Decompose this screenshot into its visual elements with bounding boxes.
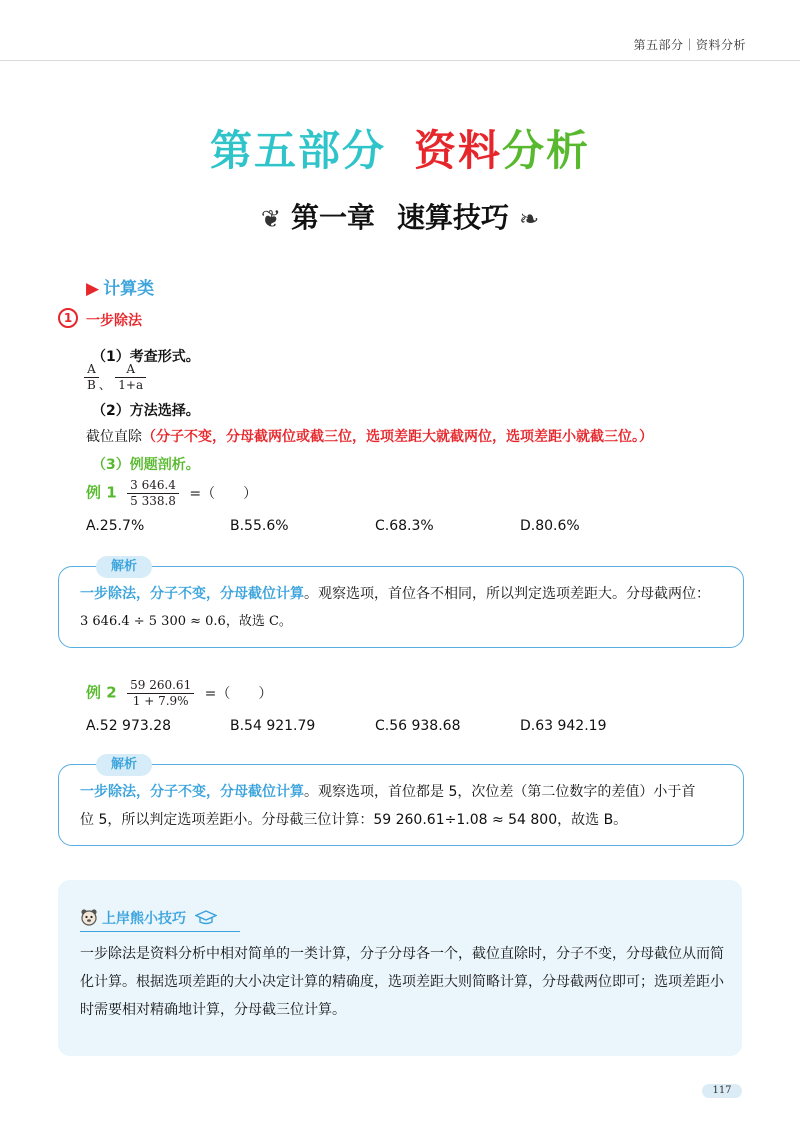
example-2-equals: =（ ） [204,685,273,702]
chapter-name: 速算技巧 [397,201,510,234]
fraction-numerator: 59 260.61 [127,678,194,694]
example-1-analysis-text [80,580,730,636]
example-2-option-c: C.56 938.68 [375,718,461,734]
example-2-analysis-tab: 解析 [96,754,152,776]
analysis-body: 。观察选项，首位各不相同，所以判定选项差距大。分母截两位： [304,586,710,602]
analysis-highlight: 一步除法，分子不变，分母截位计算 [80,784,304,800]
triangle-marker-icon: ▶ [86,279,100,299]
fraction-denominator: 1+a [118,378,144,392]
ornament-left-icon: ❦ [260,205,281,233]
separator: 、 [98,378,111,392]
part-title-word1: 资料 [413,126,502,175]
tip-title-underline [80,931,240,932]
example-2-option-b: B.54 921.79 [230,718,316,734]
analysis-highlight: 一步除法，分子不变，分母截位计算 [80,586,304,602]
example-1-option-c: C.68.3% [375,518,434,534]
fraction-numerator: 3 646.4 [127,478,179,494]
method-name: 截位直除 [86,429,142,445]
example-2-fraction [127,678,194,709]
example-1-option-b: B.55.6% [230,518,289,534]
fraction-numerator: A [115,362,146,378]
example-2-analysis-text [80,778,730,834]
example-2-option-a: A.52 973.28 [86,718,172,734]
tip-text: 一步除法是资料分析中相对简单的一类计算，分子分母各一个，截位直除时，分子不变，分母截位从而简化计算。根据选项差距的大小决定计算的精确度，选项差距大则简略计算，分母截两位即可；选项差距小时需要相对精确地计算，分母截三位计算。 [80,946,724,1018]
subsection-title: 一步除法 [86,313,142,329]
example-1-option-d: D.80.6% [520,518,580,534]
example-1-fraction [127,478,179,509]
running-header: 第五部分｜资料分析 [633,38,746,52]
subsection-number-badge: 1 [58,308,78,328]
page-number: 117 [702,1084,742,1098]
tip-header [80,908,217,928]
fraction-numerator: A [84,362,99,378]
method-label: （2）方法选择。 [92,403,200,419]
section-heading [86,274,154,299]
graduation-cap-icon [195,910,217,926]
section-title: 计算类 [103,279,155,299]
analysis-body: 。观察选项，首位都是 5，次位差（第二位数字的差值）小于首 [304,784,696,800]
form-fractions [84,362,146,393]
header-divider [0,60,800,61]
examples-label: （3）例题剖析。 [92,457,200,473]
example-1-analysis-tab: 解析 [96,556,152,578]
example-1-label: 例 1 [86,483,117,502]
fraction-denominator: 1 + 7.9% [132,694,189,708]
bear-mascot-icon [80,908,98,926]
part-title-number: 第五部分 [209,126,386,175]
example-2-option-d: D.63 942.19 [520,718,607,734]
method-note: （分子不变，分母截两位或截三位，选项差距大就截两位，选项差距小就截三位。） [142,429,653,445]
chapter-title [0,196,800,236]
example-2-question [86,678,272,709]
chapter-number: 第一章 [290,201,375,234]
example-1-option-a: A.25.7% [86,518,145,534]
fraction-denominator: 5 338.8 [130,494,176,508]
example-1-equals: =（ ） [189,485,258,502]
fraction-a-over-1-plus-a [115,362,146,393]
part-title-word2: 分析 [502,126,591,175]
fraction-denominator: B [87,378,96,392]
tip-title: 上岸熊小技巧 [102,911,186,927]
analysis-calculation: 位 5，所以判定选项差距小。分母截三位计算：59 260.61÷1.08 ≈ 54 800，故选 B。 [80,812,628,828]
example-2-label: 例 2 [86,683,117,702]
part-title [0,118,800,178]
form-label: （1）考查形式。 [92,349,200,365]
analysis-calculation: 3 646.4 ÷ 5 300 ≈ 0.6，故选 C。 [80,614,292,629]
method-text [86,426,653,446]
ornament-right-icon: ❧ [519,205,540,233]
example-1-question [86,478,257,509]
fraction-a-over-b [84,362,99,393]
